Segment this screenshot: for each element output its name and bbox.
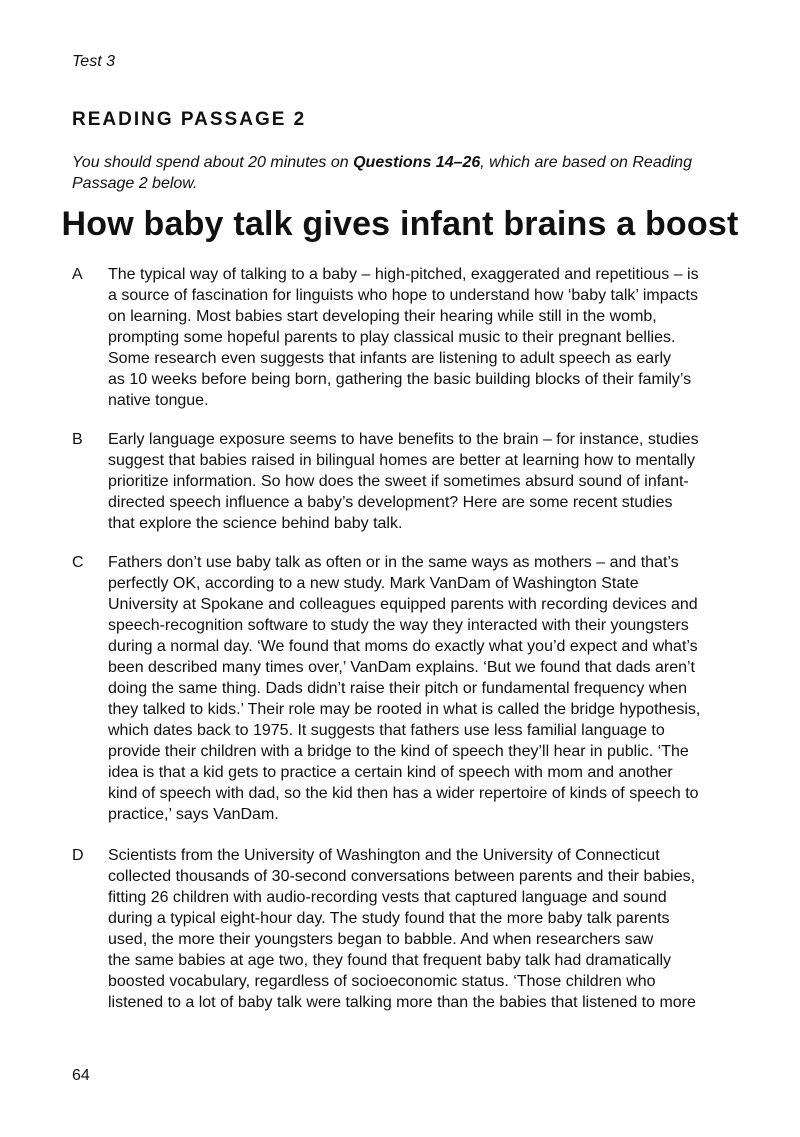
- text-line: fitting 26 children with audio-recording vests that captured language and sound: [108, 889, 667, 906]
- paragraph-body: [108, 845, 762, 1013]
- paragraph-body: [108, 552, 762, 825]
- text-line: doing the same thing. Dads didn’t raise their pitch or fundamental frequency when: [108, 680, 688, 697]
- text-line: provide their children with a bridge to the kind of speech they’ll hear in public. ‘The: [108, 743, 689, 760]
- running-head: Test 3: [72, 53, 115, 70]
- text-line: perfectly OK, according to a new study. Mark VanDam of Washington State: [108, 575, 639, 592]
- text-line: prioritize information. So how does the sweet if sometimes absurd sound of infant-: [108, 473, 689, 490]
- text-line: suggest that babies raised in bilingual homes are better at learning how to mentally: [108, 452, 696, 469]
- instructions-text-line2: Passage 2 below.: [72, 175, 198, 192]
- paragraph-body: [108, 429, 762, 534]
- text-line: on learning. Most babies start developing their hearing while still in the womb,: [108, 308, 657, 325]
- instructions-text-cont: , which are based on Reading: [480, 154, 692, 171]
- instructions-questions: Questions 14–26: [353, 154, 481, 171]
- text-line: native tongue.: [108, 392, 209, 409]
- paragraph-a: [72, 264, 762, 411]
- text-line: Fathers don’t use baby talk as often or in the same ways as mothers – and that’s: [108, 554, 679, 571]
- section-title: READING PASSAGE 2: [72, 109, 307, 130]
- text-line: practice,’ says VanDam.: [108, 806, 279, 823]
- text-line: University at Spokane and colleagues equipped parents with recording devices and: [108, 596, 698, 613]
- page-number: 64: [72, 1067, 90, 1084]
- text-line: idea is that a kid gets to practice a certain kind of speech with mom and another: [108, 764, 673, 781]
- text-line: they talked to kids.’ Their role may be rooted in what is called the bridge hypothesis,: [108, 701, 701, 718]
- paragraph-letter: D: [72, 847, 84, 864]
- text-line: which dates back to 1975. It suggests that fathers use less familial language to: [108, 722, 665, 739]
- paragraph-c: [72, 552, 762, 825]
- text-line: directed speech influence a baby’s development? Here are some recent studies: [108, 494, 673, 511]
- instructions-text: You should spend about 20 minutes on: [72, 154, 354, 171]
- text-line: boosted vocabulary, regardless of socioeconomic status. ‘Those children who: [108, 973, 656, 990]
- text-line: collected thousands of 30-second conversations between parents and their babies,: [108, 868, 696, 885]
- text-line: a source of fascination for linguists who hope to understand how ‘baby talk’ impacts: [108, 287, 698, 304]
- text-line: kind of speech with dad, so the kid then has a wider repertoire of kinds of speech to: [108, 785, 699, 802]
- text-line: listened to a lot of baby talk were talking more than the babies that listened to more: [108, 994, 696, 1011]
- text-line: the same babies at age two, they found that frequent baby talk had dramatically: [108, 952, 672, 969]
- text-line: Scientists from the University of Washington and the University of Connecticut: [108, 847, 660, 864]
- text-line: prompting some hopeful parents to play classical music to their pregnant bellies.: [108, 329, 676, 346]
- text-line: that explore the science behind baby talk.: [108, 515, 403, 532]
- text-line: Some research even suggests that infants are listening to adult speech as early: [108, 350, 671, 367]
- passage-title: How baby talk gives infant brains a boost: [61, 205, 739, 243]
- text-line: during a typical eight-hour day. The study found that the more baby talk parents: [108, 910, 670, 927]
- paragraph-body: [108, 264, 762, 411]
- paragraph-letter: B: [72, 431, 83, 448]
- paragraph-letter: A: [72, 266, 83, 283]
- paragraph-letter: C: [72, 554, 84, 571]
- paragraph-d: [72, 845, 762, 1013]
- text-line: speech-recognition software to study the way they interacted with their youngsters: [108, 617, 689, 634]
- paragraph-b: [72, 429, 762, 534]
- text-line: used, the more their youngsters began to babble. And when researchers saw: [108, 931, 654, 948]
- text-line: during a normal day. ‘We found that moms do exactly what you’d expect and what’s: [108, 638, 698, 655]
- text-line: as 10 weeks before being born, gathering the basic building blocks of their family’s: [108, 371, 692, 388]
- instructions: [72, 152, 762, 194]
- text-line: The typical way of talking to a baby – high-pitched, exaggerated and repetitious – is: [108, 266, 699, 283]
- text-line: been described many times over,’ VanDam explains. ‘But we found that dads aren’t: [108, 659, 695, 676]
- text-line: Early language exposure seems to have benefits to the brain – for instance, studies: [108, 431, 699, 448]
